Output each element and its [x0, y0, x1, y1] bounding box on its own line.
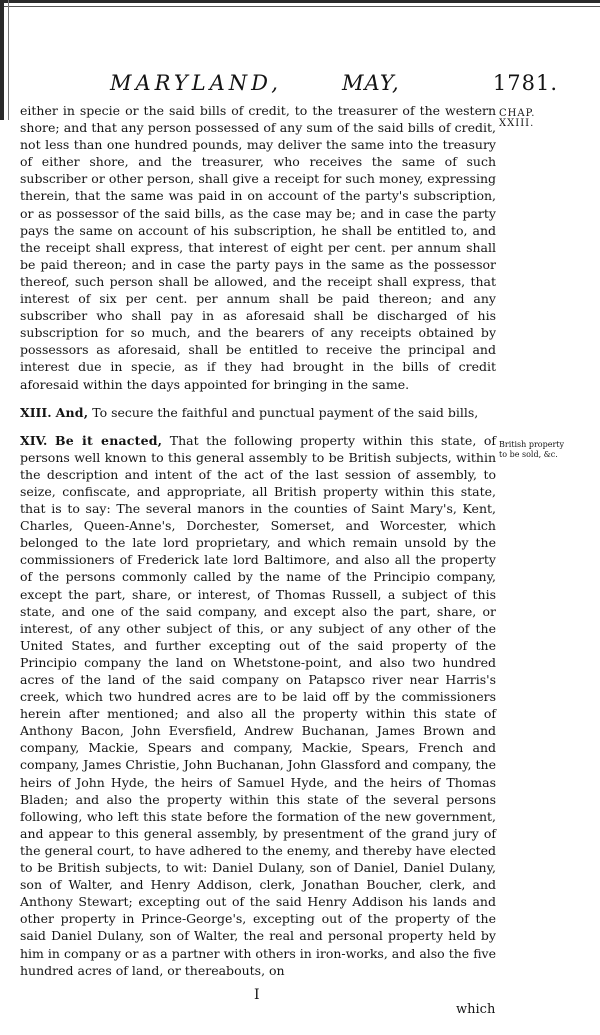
- section-continuation: either in specie or the said bills of credit, to the treasurer of the western shore; and that any person possessed of any sum of the said bills of credit, not less than one hundred pounds, may deliver the same into the treasury of either shore, and the treasurer, who receives the same of such subscriber or other person, shall give a receipt for such money, expressing therein, that the same was paid in on account of the party's subscription, or as possessor of the said bills, as the case may be; and in case the party pays the same on account of his subscription, he shall be entitled to, and the receipt shall express, that interest of eight per cent. per annum shall be paid thereon; and in case the party pays in the same as the possessor thereof, such person shall be allowed, and the receipt shall express, that interest of six per cent. per annum shall be paid thereon; and any subscriber who shall pay in as aforesaid shall be discharged of his subscription for so much, and the bearers of any receipts obtained by possessors as aforesaid, shall be entitled to receive the principal and interest due in specie, as if they had brought in the bills of credit aforesaid within the days appointed for bringing in the same.: [20, 103, 496, 392]
- header-month: MAY,: [342, 71, 400, 95]
- section-14-lead: Be it enacted,: [54, 432, 163, 448]
- section-14: [20, 432, 496, 979]
- section-13-number: XIII.: [20, 404, 52, 420]
- margin-british-property-note: British property to be sold, &c.: [499, 440, 565, 459]
- margin-chapter-note: CHAP. XXIII.: [499, 108, 536, 129]
- section-13: [20, 404, 496, 421]
- section-14-number: XIV.: [20, 432, 48, 448]
- header-year: 1781.: [492, 71, 558, 95]
- section-13-text: To secure the faithful and punctual payment of the said bills,: [92, 404, 479, 420]
- body-text: [20, 102, 496, 979]
- section-13-lead: And,: [55, 404, 89, 420]
- section-14-text: That the following property within this state, of persons well known to this general assembly to be British subjects, within the description and intent of the act of the last session of assembly, to seize, confiscate, and appropriate, all British property within this state, that is to say: The several manors in the counties of Saint Mary's, Kent, Charles, Queen-Anne's, Dorchester, Somerset, and Worcester, which belonged to the late lord proprietary, and which remain unsold by the commissioners of Frederick late lord Baltimore, and also all the property of the persons commonly called by the name of the Principio company, except the part, share, or interest, of Thomas Russell, a subject of this state, and one of the said company, and except also the part, share, or interest, of any other subject of this, or any subject of any other of the United States, and further excepting out of the said property of the Principio company the land on Whetstone-point, and also two hundred acres of the land of the said company on Patapsco river near Harris's creek, which two hundred acres are to be laid off by the commissioners herein after mentioned; and also all the property within this state of Anthony Bacon, John Eversfield, Andrew Buchanan, James Brown and company, Mackie, Spears and company, Mackie, Spears, French and company, James Christie, John Buchanan, John Glassford and company, the heirs of John Hyde, the heirs of Samuel Hyde, and the heirs of Thomas Bladen; and also the property within this state of the several persons following, who left this state before the formation of the new government, and appear to this general assembly, by presentment of the grand jury of the general court, to have adhered to the enemy, and thereby have elected to be British subjects, to wit: Daniel Dulany, son of Daniel, Daniel Dulany, son of Walter, and Henry Addison, clerk, Jonathan Boucher, clerk, and Anthony Stewart; excepting out of the said Henry Addison his lands and other property in Prince-George's, excepting out of the property of the said Daniel Dulany, son of Walter, the real and personal property held by him in company or as a partner with others in iron-works, and also the five hundred acres of land, or thereabouts, on: [20, 432, 496, 978]
- header-state: MARYLAND,: [110, 71, 282, 95]
- page-border-top: [0, 0, 600, 14]
- running-head: [110, 71, 558, 101]
- page-border-left: [0, 0, 14, 120]
- catchword: which: [456, 1002, 496, 1017]
- signature-mark: I: [254, 987, 260, 1003]
